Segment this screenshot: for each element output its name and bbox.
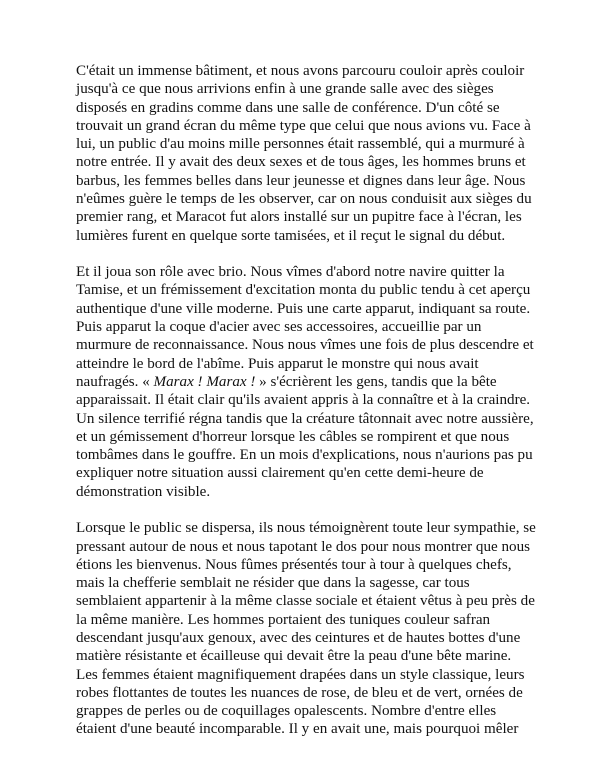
paragraph-text-before-quote: Et il joua son rôle avec brio. Nous vîmes d'abord notre navire quitter la Tamise, et un frémissement d'excitation monta du public tendu à cet aperçu authentique d'une ville moderne. Puis une carte apparut, indiquant sa route. Puis apparut la coque d'acier avec ses accessoires, accueillie par un murmure de reconnaissance. Nous nous vîmes une fois de plus descendre et atteindre le bord de l'abîme. Puis apparut le monstre qui nous avait naufragés. «: [76, 264, 534, 390]
document-page: [76, 62, 536, 739]
crowd-exclamation: Marax ! Marax !: [153, 373, 256, 390]
paragraph-arrival-hall: C'était un immense bâtiment, et nous avons parcouru couloir après couloir jusqu'à ce que nous arrivions enfin à une grande salle avec des sièges disposés en gradins comme dans une salle de conférence. D'un côté se trouvait un grand écran du même type que celui que nous avions vu. Face à lui, un public d'au moins mille personnes était rassemblé, qui a murmuré à notre entrée. Il y avait des deux sexes et de tous âges, les hommes bruns et barbus, les femmes belles dans leur jeunesse et dignes dans leur âge. Nous n'eûmes guère le temps de les observer, car on nous conduisit aux sièges du premier rang, et Maracot fut alors installé sur un pupitre face à l'écran, les lumières furent en quelque sorte tamisées, et il reçut le signal du début.: [76, 63, 532, 244]
paragraph-film-demonstration: [76, 263, 536, 501]
paragraph-text-after-quote: » s'écrièrent les gens, tandis que la bête apparaissait. Il était clair qu'ils avaient appris à la connaître et à la craindre. Un silence terrifié régna tandis que la créature tâtonnait avec notre aussière, et un gémissement d'horreur lorsque les câbles se rompirent et que nous tombâmes dans le gouffre. En un mois d'explications, nous n'aurions pas pu expliquer notre situation aussi clairement qu'en cette demi-heure de démonstration visible.: [76, 373, 534, 500]
paragraph-welcome-chiefs: Lorsque le public se dispersa, ils nous témoignèrent toute leur sympathie, se pressant autour de nous et nous tapotant le dos pour nous montrer que nous étions les bienvenus. Nous fûmes présentés tour à tour à quelques chefs, mais la chefferie semblait ne résider que dans la sagesse, car tous semblaient appartenir à la même classe sociale et étaient vêtus à peu près de la même manière. Les hommes portaient des tuniques couleur safran descendant jusqu'aux genoux, avec des ceintures et de hautes bottes d'une matière résistante et écailleuse qui devait être la peau d'une bête marine. Les femmes étaient magnifiquement drapées dans un style classique, leurs robes flottantes de toutes les nuances de rose, de bleu et de vert, ornées de grappes de perles ou de coquillages opalescents. Nombre d'entre elles étaient d'une beauté incomparable. Il y en avait une, mais pourquoi mêler: [76, 520, 536, 738]
